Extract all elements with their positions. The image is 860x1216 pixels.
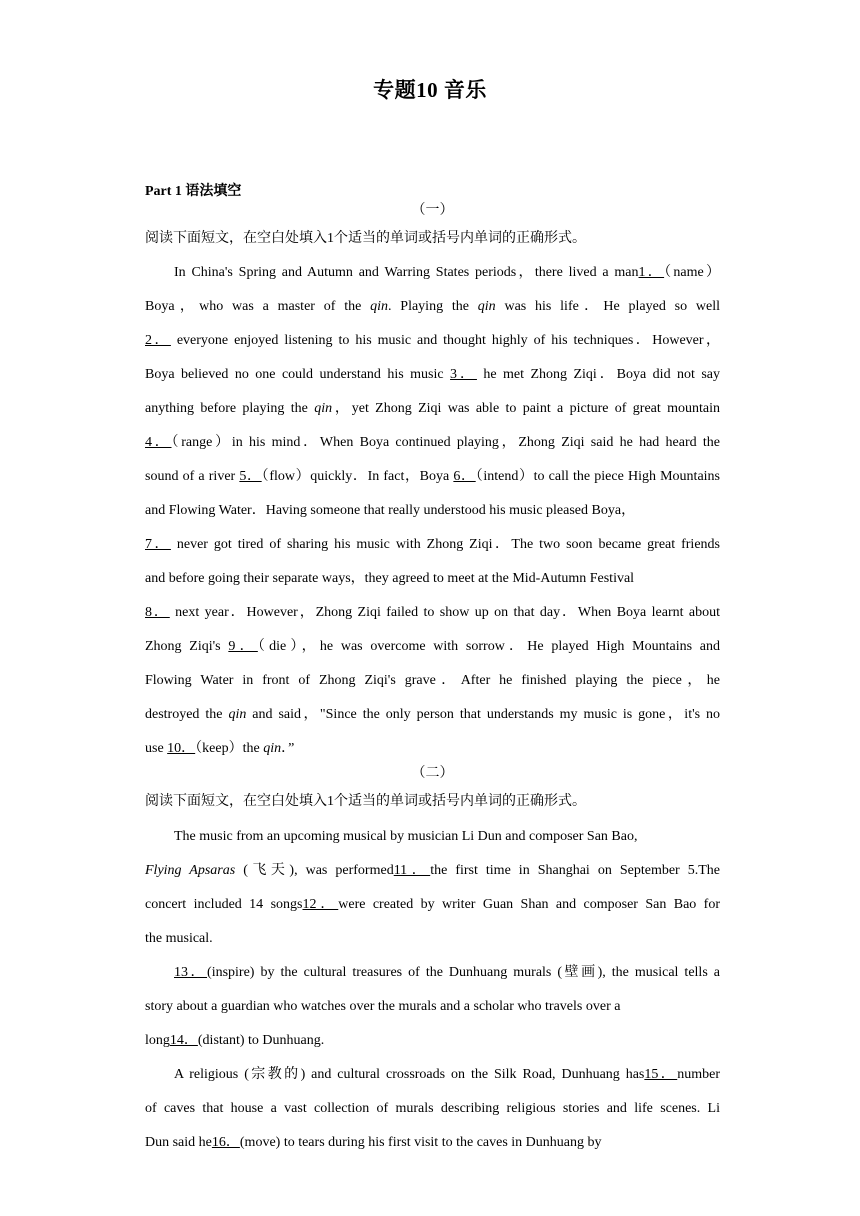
passage-line: Boya，who was a master of the qin. Playing the qin was his life．He played so well bbox=[145, 299, 720, 314]
instruction: 阅读下面短文，在空白处填入1个适当的单词或括号内单词的正确形式。 bbox=[145, 794, 586, 809]
passage-line: Boya believed no one could understand his music 3． he met Zhong Ziqi．Boya did not say bbox=[145, 367, 721, 382]
blank-8: 8． bbox=[145, 605, 170, 620]
passage-line: In China's Spring and Autumn and Warring States periods，there lived a man1．（name） bbox=[174, 265, 720, 280]
blank-13: 13． bbox=[174, 965, 208, 980]
passage-line: 8． next year．However，Zhong Ziqi failed to show up on that day．When Boya learnt about bbox=[145, 605, 720, 620]
passage-line: of caves that house a vast collection of murals describing religious stories and life scenes. Li bbox=[145, 1101, 720, 1116]
blank-5: 5． bbox=[239, 469, 262, 484]
passage-line: 7． never got tired of sharing his music with Zhong Ziqi．The two soon became great friends bbox=[145, 537, 720, 552]
passage-line: Flowing Water in front of Zhong Ziqi's grave．After he finished playing the piece，he bbox=[145, 673, 720, 688]
passage-line: and Flowing Water．Having someone that really understood his music pleased Boya， bbox=[145, 503, 636, 518]
passage-line: 4．（range）in his mind．When Boya continued playing，Zhong Ziqi said he had heard the bbox=[145, 435, 720, 450]
passage-line: Flying Apsaras (飞天), was performed11．the first time in Shanghai on September 5.The bbox=[145, 863, 720, 878]
section-marker: （二） bbox=[411, 766, 454, 781]
blank-14: 14． bbox=[169, 1033, 198, 1048]
blank-6: 6． bbox=[453, 469, 476, 484]
passage-line: long14．(distant) to Dunhuang. bbox=[145, 1033, 325, 1048]
part-heading: Part 1 语法填空 bbox=[145, 184, 242, 199]
blank-10: 10． bbox=[167, 741, 196, 756]
passage-line: 2． everyone enjoyed listening to his music and thought highly of his techniques．However， bbox=[145, 333, 720, 348]
passage-line: 13．(inspire) by the cultural treasures of the Dunhuang murals (壁画), the musical tells a bbox=[174, 965, 720, 980]
blank-12: 12． bbox=[302, 897, 339, 912]
passage-line: the musical. bbox=[145, 931, 213, 946]
passage-line: The music from an upcoming musical by musician Li Dun and composer San Bao, bbox=[174, 829, 638, 844]
blank-4: 4． bbox=[145, 435, 172, 450]
section-marker: （一） bbox=[411, 203, 454, 218]
passage-line: Zhong Ziqi's 9．（die），he was overcome with sorrow．He played High Mountains and bbox=[145, 639, 720, 654]
blank-2: 2． bbox=[145, 333, 171, 348]
passage-line: sound of a river 5．（flow）quickly．In fact，Boya 6．（intend）to call the piece High Mountains bbox=[145, 469, 721, 484]
instruction: 阅读下面短文，在空白处填入1个适当的单词或括号内单词的正确形式。 bbox=[145, 231, 586, 246]
blank-7: 7． bbox=[145, 537, 171, 552]
page-title: 专题10 音乐 bbox=[373, 78, 487, 102]
blank-9: 9． bbox=[228, 639, 258, 654]
passage-line: story about a guardian who watches over the murals and a scholar who travels over a bbox=[145, 999, 621, 1014]
blank-11: 11． bbox=[393, 863, 431, 878]
blank-1: 1． bbox=[638, 265, 665, 280]
passage-line: A religious (宗教的) and cultural crossroads on the Silk Road, Dunhuang has15．number bbox=[174, 1067, 720, 1082]
passage-line: use 10．（keep）the qin．” bbox=[145, 741, 295, 756]
passage-line: anything before playing the qin，yet Zhong Ziqi was able to paint a picture of great mountain bbox=[145, 401, 720, 416]
passage-line: destroyed the qin and said，"Since the only person that understands my music is gone，it's no bbox=[145, 707, 721, 722]
blank-3: 3． bbox=[450, 367, 477, 382]
blank-16: 16． bbox=[211, 1135, 240, 1150]
passage-line: and before going their separate ways，they agreed to meet at the Mid-Autumn Festival bbox=[145, 571, 635, 586]
blank-15: 15． bbox=[644, 1067, 678, 1082]
passage-line: concert included 14 songs12．were created by writer Guan Shan and composer San Bao for bbox=[145, 897, 721, 912]
passage-line: Dun said he16．(move) to tears during his first visit to the caves in Dunhuang by bbox=[145, 1135, 602, 1150]
